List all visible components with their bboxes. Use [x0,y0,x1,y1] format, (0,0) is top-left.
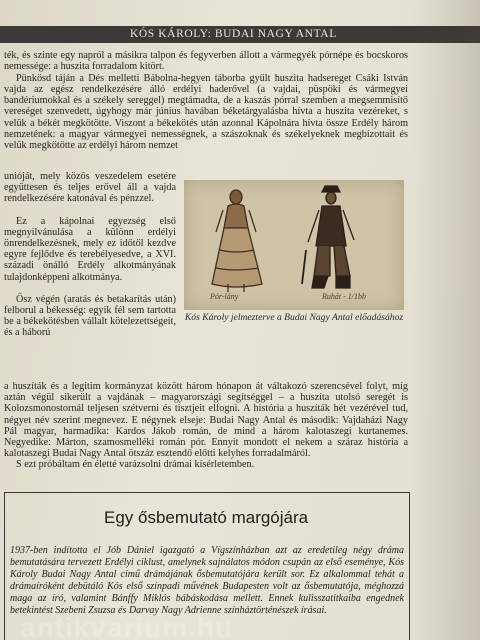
sidebar-box-title: Egy ősbemutató margójára [104,508,309,527]
paragraph: S ezt próbáltam én életté varázsolni drámai kísérletemben. [16,459,255,471]
paragraph: Ez a kápolnai egyezség első megnyilvánulása a különn erdélyi önrendelkezésnek, mely ez időtől kezdve egyre fejlődve és terebélyesedve, a XVI. századi önálló Erdély alkotmányának tulajdonképpeni alkotmánya. [4,215,176,283]
running-title: KÓS KÁROLY: BUDAI NAGY ANTAL [130,28,337,40]
page-edge-shadow [412,0,480,640]
sidebar-box-text [10,545,404,616]
watermark: antikvarium.hu [20,612,234,640]
body-text-top [4,50,408,151]
sketch-label-left: Pór-lány [210,292,239,301]
man-figure [302,186,354,288]
sketch-label-right: Ruhát - 1/1bb [322,292,366,301]
paragraph: Ősz végén (aratás és betakarítás után) felborul a békesség: egyik fél sem tartotta be a békekötésben vállalt kötelezettségeit, és a háború [4,293,176,339]
paragraph: Pünkösd táján a Dés melletti Bábolna-hegyen táborba gyűlt huszita hadsereget Csáki István vajda az egész rendelkezésére álló erdélyi haderővel (a vajdai, püspöki és vármegyei bandériumokkal és a székely sereggel) megtámadta, de a kaszás pórral szemben a megsemmisítő vereséget szenvedett, úgyhogy már június havában béketárgyalásba hívta a huszita vezéreket, s velük a békét megkötötte. Viszont a békekötés után azonnal Kápolnára hívta össze Erdély három nemzetének: a magyar vármegyei nemességnek, a szászoknak és székelyeknek megbízottait és velük megkötötte az erdélyi három nemzet [4,72,408,151]
costume-sketch-illustration [184,180,404,310]
paragraph: 1937-ben indította el Jób Dániel igazgató a Vígszínházban azt az eredetileg négy dráma bemutatására tervezett Erdélyi ciklust, amelynek sajnálatos módon csupán az első eseménye, Kós Károly Budai Nagy Antal című drámájának ősbemutatójára került sor. Ez alkalommal tehát a drámaíróként debütáló Kós első színpadi művének Budapesten volt az ősbemutatója, méghozzá maga az író, valamint Bánffy Miklós bábáskodása mellett. Ennek kulisszatitkaiba engednek betekintést Szebeni Zsuzsa és Darvay Nagy Adrienne színháztörténészek írásai. [10,545,404,616]
body-text-wrapped [4,171,176,339]
woman-figure [212,190,262,292]
figure-caption: Kós Károly jelmezterve a Budai Nagy Antal előadásához [184,312,404,323]
paragraph: a huszíták és a legitim kormányzat között három hónapon át váltakozó szerencsével folyt, míg aztán végül sikerült a vajdának – magyarországi segítséggel – a huszíta utolsó seregét is Kolozsmonostornál teljesen szétverni és tisztjeit elfogni. A história a huszíták hét vezérével tud, négyet név szerint megnevez. E négynek elseje: Budai Nagy Antal és második: Vajdaházi Nagy Pál magyar, harmadika: Kardos Jákob román, de mind a három kalotaszegi kurtanemes. Negyedike: Márton, szamosmelléki román pór. Ennyit mondott el nekem a száraz história a kalotaszegi Budai Nagy Antal ötszáz esztendő előtti kelyhes forradalmáról. [4,381,408,460]
body-text-lower [4,381,408,471]
paragraph: ték, és szinte egy napról a másikra talpon és fegyverben állott a vármegyék pórnépe és bocskoros nemessége: a huszita forradalom kitört. [4,50,408,73]
paragraph: unióját, mely közös veszedelem esetére együttesen és teljes erővel áll a vajda rendelkezésére katonával és pénzzel. [4,171,176,205]
costume-sketch-figure [184,180,404,310]
